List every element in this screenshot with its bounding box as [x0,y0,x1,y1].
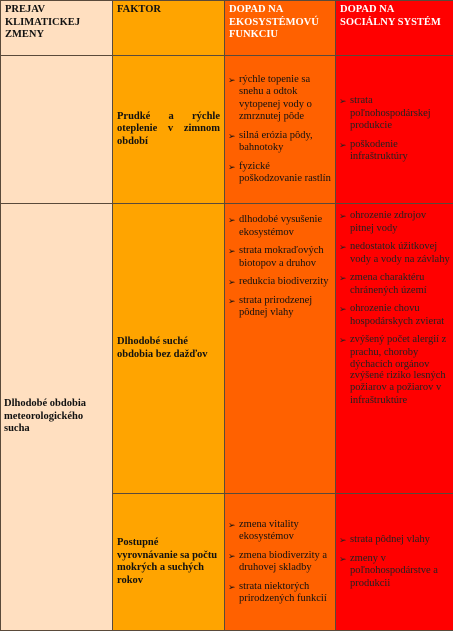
social-impact-cell [336,56,453,204]
list-item: ➢ strata mokraďových biotopov a druhov [228,245,332,270]
list-item: ➢ ohrozenie chovu hospodárskych zvierat [339,303,450,328]
header-social-impact: DOPAD NA SOCIÁLNY SYSTÉM [336,1,453,56]
list-item: ➢ rýchle topenie sa snehu a odtok vytopenej vody o zmrznutej pôde [228,74,332,124]
list-item: ➢ strata pôdnej vlahy [339,534,450,547]
arrowhead-bullet-icon: ➢ [228,550,236,563]
list-item: ➢ strata niektorých prirodzených funkcií [228,581,332,606]
arrowhead-bullet-icon: ➢ [339,534,347,547]
factor-cell: Dlhodobé suché obdobia bez dažďov [113,204,225,494]
social-impact-extra-text: zvýšené riziko lesných požiarov a požiarov v infraštruktúre [339,370,450,408]
factor-cell: Prudké a rýchle oteplenie v zimnom období [113,56,225,204]
list-item: ➢ silná erózia pôdy, bahnotoky [228,130,332,155]
list-item: ➢ zmena biodiverzity a druhovej skladby [228,550,332,575]
ecosystem-impact-cell [225,204,336,494]
list-item: ➢ zvýšený počet alergií z prachu, choroby dýchacích orgánov [339,334,450,372]
header-factor: FAKTOR [113,1,225,56]
list-item: ➢ fyzické poškodzovanie rastlín [228,161,332,186]
arrowhead-bullet-icon: ➢ [228,581,236,594]
arrowhead-bullet-icon: ➢ [228,214,236,227]
arrowhead-bullet-icon: ➢ [228,74,236,87]
header-ecosystem-impact: DOPAD NA EKOSYSTÉMOVÚ FUNKCIU [225,1,336,56]
arrowhead-bullet-icon: ➢ [228,276,236,289]
list-item: ➢ zmena vitality ekosystémov [228,519,332,544]
list-item: ➢ ohrozenie zdrojov pitnej vody [339,210,450,235]
arrowhead-bullet-icon: ➢ [228,245,236,258]
arrowhead-bullet-icon: ➢ [339,241,347,254]
list-item: ➢ zmeny v poľnohospodárstve a produkcii [339,553,450,591]
arrowhead-bullet-icon: ➢ [228,519,236,532]
empty-manifestation-cell [1,56,113,204]
ecosystem-impact-cell [225,56,336,204]
list-item: ➢ redukcia biodiverzity [228,276,332,289]
header-climate-manifestation: PREJAV KLIMATICKEJ ZMENY [1,1,113,56]
list-item: ➢ strata poľnohospodárskej produkcie [339,95,450,133]
ecosystem-impact-cell [225,494,336,631]
list-item: ➢ zmena charaktéru chránených území [339,272,450,297]
arrowhead-bullet-icon: ➢ [228,130,236,143]
table-row [1,204,453,494]
factor-cell: Postupné vyrovnávanie sa počtu mokrých a suchých rokov [113,494,225,631]
social-impact-cell [336,494,453,631]
arrowhead-bullet-icon: ➢ [339,553,347,566]
list-item: ➢ poškodenie infraštruktúry [339,139,450,164]
table-row [1,56,453,204]
social-impact-cell [336,204,453,494]
arrowhead-bullet-icon: ➢ [339,334,347,347]
arrowhead-bullet-icon: ➢ [339,272,347,285]
arrowhead-bullet-icon: ➢ [339,210,347,223]
arrowhead-bullet-icon: ➢ [339,139,347,152]
drought-label-cell: Dlhodobé obdobia meteorologického sucha [1,204,113,631]
arrowhead-bullet-icon: ➢ [228,161,236,174]
list-item: ➢ nedostatok úžitkovej vody a vody na závlahy [339,241,450,266]
arrowhead-bullet-icon: ➢ [339,95,347,108]
list-item: ➢ dlhodobé vysušenie ekosystémov [228,214,332,239]
arrowhead-bullet-icon: ➢ [228,295,236,308]
list-item: ➢ strata prirodzenej pôdnej vlahy [228,295,332,320]
arrowhead-bullet-icon: ➢ [339,303,347,316]
